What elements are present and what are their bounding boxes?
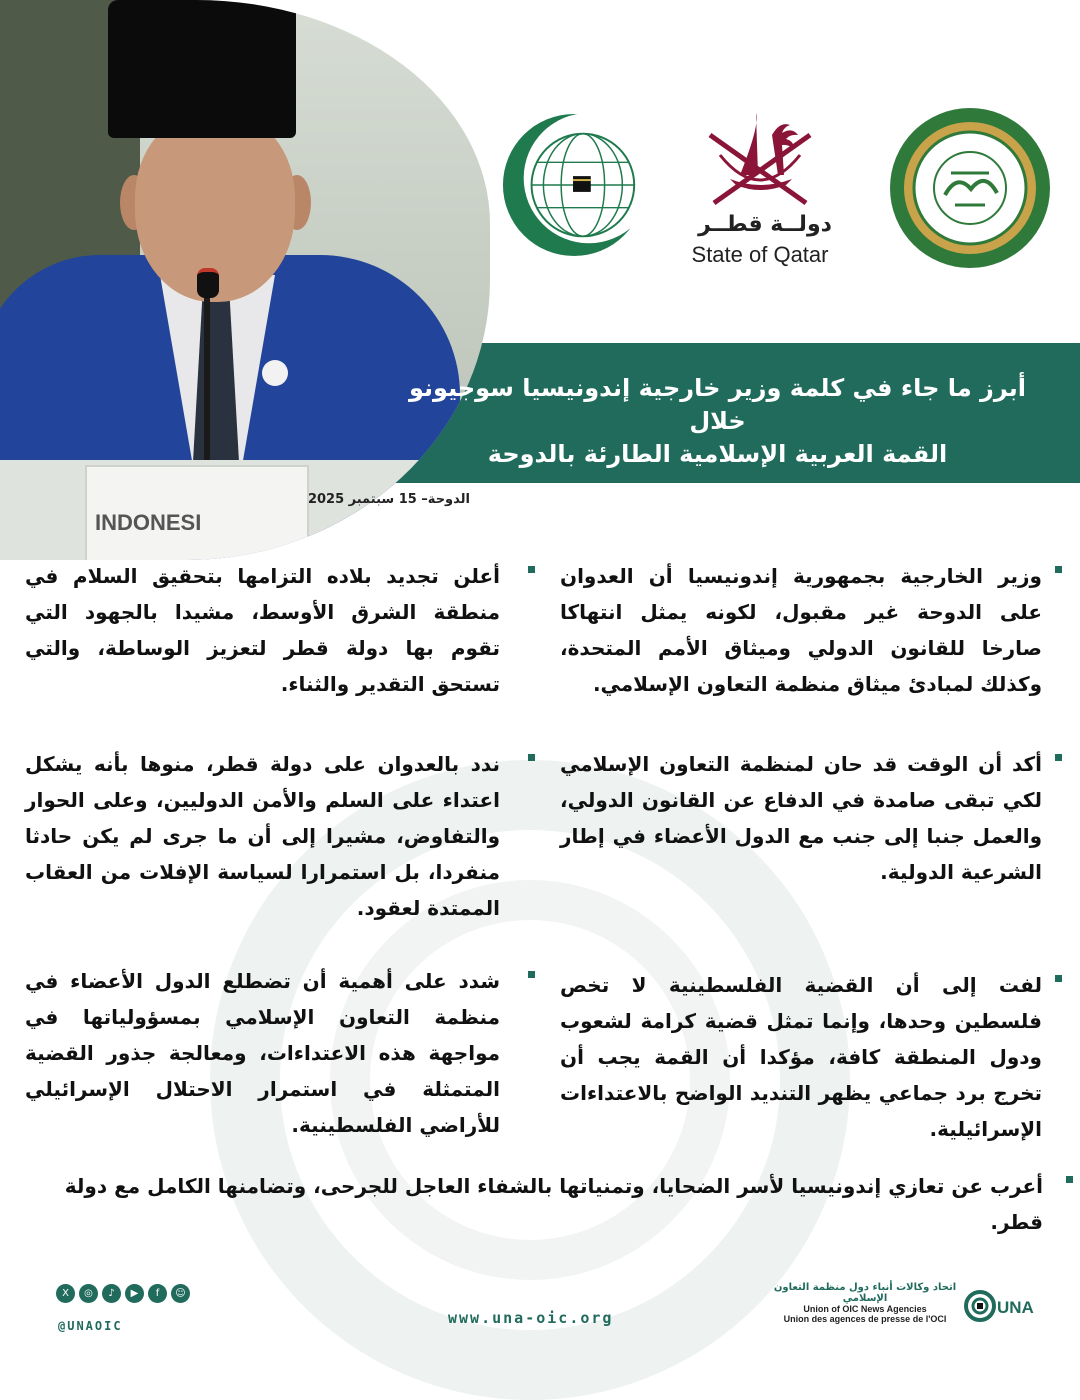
tiktok-icon[interactable]: ♪ [102, 1284, 121, 1303]
paragraph-left-3 [25, 963, 500, 1143]
lapel-pin [262, 360, 288, 386]
snapchat-icon[interactable]: ☺ [171, 1284, 190, 1303]
nameplate-text: INDONESI [95, 510, 202, 535]
bullet-icon [528, 754, 535, 761]
una-english-name: Union of OIC News Agencies [803, 1304, 927, 1314]
paragraph-text: وزير الخارجية بجمهورية إندونيسيا أن العدوان على الدوحة غير مقبول، لكونه يمثل انتهاكا صارخا للقانون الدولي وميثاق الأمم المتحدة، وكذلك لمبادئ ميثاق منظمة التعاون الإسلامي. [560, 564, 1042, 696]
microphone-icon [204, 280, 210, 480]
paragraph-text: أكد أن الوقت قد حان لمنظمة التعاون الإسلامي لكي تبقى صامدة في الدفاع عن القانون الدولي، والعمل جنبا إلى جنب مع الدول الأعضاء في إطار الشرعية الدولية. [560, 752, 1042, 884]
website-link[interactable]: www.una-oic.org [448, 1309, 614, 1327]
social-links [56, 1284, 190, 1303]
qatar-english-name: State of Qatar [691, 242, 829, 267]
paragraph-full [40, 1168, 1043, 1240]
facebook-icon[interactable]: f [148, 1284, 167, 1303]
paragraph-text: ندد بالعدوان على دولة قطر، منوها بأنه يشكل اعتداء على السلم والأمن الدوليين، وعلى الحوار والتفاوض، مشيرا إلى أن ما جرى لم يكن حادثا منفردا، بل استمرارا لسياسة الإفلات من العقاب الممتدة لعقود. [25, 752, 500, 920]
bullet-icon [1055, 566, 1062, 573]
una-logo-text: UNA [997, 1298, 1034, 1317]
bullet-icon [528, 971, 535, 978]
youtube-icon[interactable]: ▶ [125, 1284, 144, 1303]
paragraph-right-2 [560, 746, 1042, 890]
paragraph-text: أعلن تجديد بلاده التزامها بتحقيق السلام في منطقة الشرق الأوسط، مشيدا بالجهود التي تقوم بها دولة قطر لتعزيز الوساطة، والتي تستحق التقدير والثناء. [25, 564, 500, 696]
bullet-icon [1055, 754, 1062, 761]
paragraph-left-1 [25, 558, 500, 702]
paragraph-left-2 [25, 746, 500, 926]
page-title [390, 372, 1045, 471]
una-french-name: Union des agences de presse de l'OCI [783, 1314, 947, 1324]
instagram-icon[interactable]: ◎ [79, 1284, 98, 1303]
paragraph-text: أعرب عن تعازي إندونيسيا لأسر الضحايا، وتمنياتها بالشفاء العاجل للجرحى، وتضامنها الكامل مع دولة قطر. [64, 1174, 1043, 1234]
qatar-arabic-name: دولــة قطــر [698, 212, 832, 237]
paragraph-text: لفت إلى أن القضية الفلسطينية لا تخص فلسطين وحدها، وإنما تمثل قضية كرامة لشعوب ودول المنطقة كافة، مؤكدا أن القمة يجب أن تخرج برد جماعي يظهر التنديد الواضح بالاعتداءات الإسرائيلية. [560, 973, 1042, 1141]
una-arabic-name: اتحاد وكالات أنباء دول منظمة التعاون الإسلامي [773, 1282, 957, 1304]
microphone-head [197, 268, 219, 298]
bullet-icon [528, 566, 535, 573]
paragraph-text: شدد على أهمية أن تضطلع الدول الأعضاء في منظمة التعاون الإسلامي بمسؤولياتها في مواجهة هذه الاعتداءات، ومعالجة جذور القضية المتمثلة في استمرار الاحتلال الإسرائيلي للأراضي الفلسطينية. [25, 969, 500, 1137]
dateline: الدوحة– 15 سبتمبر 2025 [307, 492, 470, 507]
x-icon[interactable]: X [56, 1284, 75, 1303]
social-handle[interactable]: @UNAOIC [58, 1319, 123, 1333]
title-line-1: أبرز ما جاء في كلمة وزير خارجية إندونيسيا سوجيونو خلال [408, 374, 1027, 435]
arab-league-logo [885, 103, 1055, 273]
bullet-icon [1055, 975, 1062, 982]
speaker-hat [108, 0, 296, 138]
una-agency-name [770, 1282, 960, 1324]
bullet-icon [1066, 1176, 1073, 1183]
paragraph-right-3 [560, 967, 1042, 1147]
oic-logo [500, 110, 648, 260]
title-line-2: القمة العربية الإسلامية الطارئة بالدوحة [487, 440, 948, 468]
una-logo [964, 1280, 1044, 1328]
paragraph-right-1 [560, 558, 1042, 702]
speaker-photo [0, 0, 490, 560]
